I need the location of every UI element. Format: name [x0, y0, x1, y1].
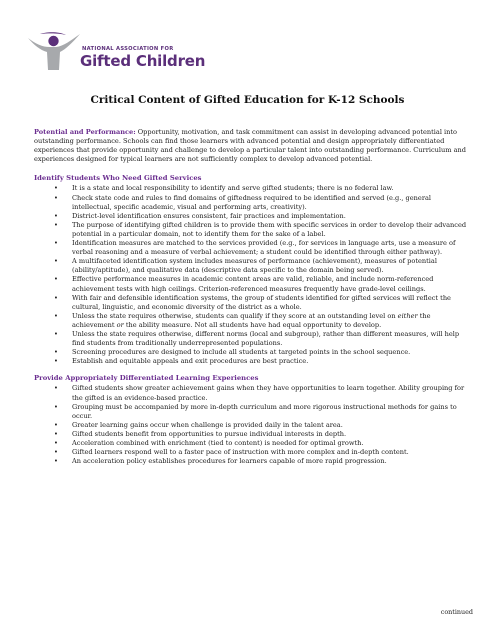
list-item: • Gifted students benefit from opportunities to pursue individual interests in depth. [44, 430, 471, 439]
org-name-line1: NATIONAL ASSOCIATION FOR [82, 46, 174, 52]
figure-with-raised-arms-icon [26, 30, 82, 72]
bullet-list [34, 384, 471, 466]
continued-label: continued [440, 608, 473, 616]
list-item: • Acceleration combined with enrichment (tied to content) is needed for optimal growth. [44, 439, 471, 448]
list-item: • Check state code and rules to find domains of giftedness required to be identified and served (e.g., general intellectual, specific academic, visual and performing arts, creativity). [44, 194, 471, 212]
list-item: • Screening procedures are designed to include all students at targeted points in the school sequence. [44, 348, 471, 357]
bullet-list [34, 184, 471, 366]
list-item: • With fair and defensible identification systems, the group of students identified for gifted services will reflect the cultural, linguistic, and economic diversity of the district as a whole. [44, 294, 471, 312]
section-heading: Provide Appropriately Differentiated Learning Experiences [34, 374, 259, 383]
list-item: • It is a state and local responsibility to identify and serve gifted students; there is no federal law. [44, 184, 471, 193]
list-item: • District-level identification ensures consistent, fair practices and implementation. [44, 212, 471, 221]
list-item: • Gifted students show greater achievement gains when they have opportunities to learn together. Ability grouping for the gifted is an evidence-based practice. [44, 384, 471, 402]
list-item: • Establish and equitable appeals and exit procedures are best practice. [44, 357, 471, 366]
list-item: • Unless the state requires otherwise, students can qualify if they score at an outstanding level on either the achievement or the ability measure. Not all students have had equal opportunity to develop. [44, 312, 471, 330]
org-name-line2: Gifted Children [80, 52, 206, 70]
list-item: • Greater learning gains occur when challenge is provided daily in the talent area. [44, 421, 471, 430]
list-item: • The purpose of identifying gifted children is to provide them with specific services in order to develop their advanced potential in a particular domain, not to identify them for the sake of a label. [44, 221, 471, 239]
list-item: • A multifaceted identification system includes measures of performance (achievement), measures of potential (ability/aptitude), and qualitative data (descriptive data specific to the domain being served). [44, 257, 471, 275]
document-title: Critical Content of Gifted Education for K-12 Schools [90, 94, 405, 106]
list-item: • Grouping must be accompanied by more in-depth curriculum and more rigorous instructional methods for gains to occur. [44, 403, 471, 421]
nagc-logo [26, 30, 206, 72]
section-heading: Identify Students Who Need Gifted Services [34, 174, 202, 183]
intro-paragraph [34, 128, 471, 164]
list-item: • Identification measures are matched to the services provided (e.g., for services in language arts, use a measure of verbal reasoning and a measure of verbal achievement; a student could be identified through either pathway). [44, 239, 471, 257]
list-item: • An acceleration policy establishes procedures for learners capable of more rapid progression. [44, 457, 471, 466]
list-item: • Unless the state requires otherwise, different norms (local and subgroup), rather than different measures, will help find students from traditionally underrepresented populations. [44, 330, 471, 348]
list-item: • Effective performance measures in academic content areas are valid, reliable, and include norm-referenced achievement tests with high ceilings. Criterion-referenced measures frequently have grade-level ceilings. [44, 275, 471, 293]
document-body [34, 128, 471, 474]
intro-text: Opportunity, motivation, and task commitment can assist in developing advanced potential into outstanding performance. Schools can find those learners with advanced potential and design appropriately differentiated experiences that provide opportunity and challenge to develop a particular talent into outstanding performance. Curriculum and experiences designed for typical learners are not sufficiently complex to develop advanced potential. [34, 128, 467, 164]
intro-lead: Potential and Performance: [34, 128, 136, 136]
list-item: • Gifted learners respond well to a faster pace of instruction with more complex and in-depth content. [44, 448, 471, 457]
sections [34, 174, 471, 466]
